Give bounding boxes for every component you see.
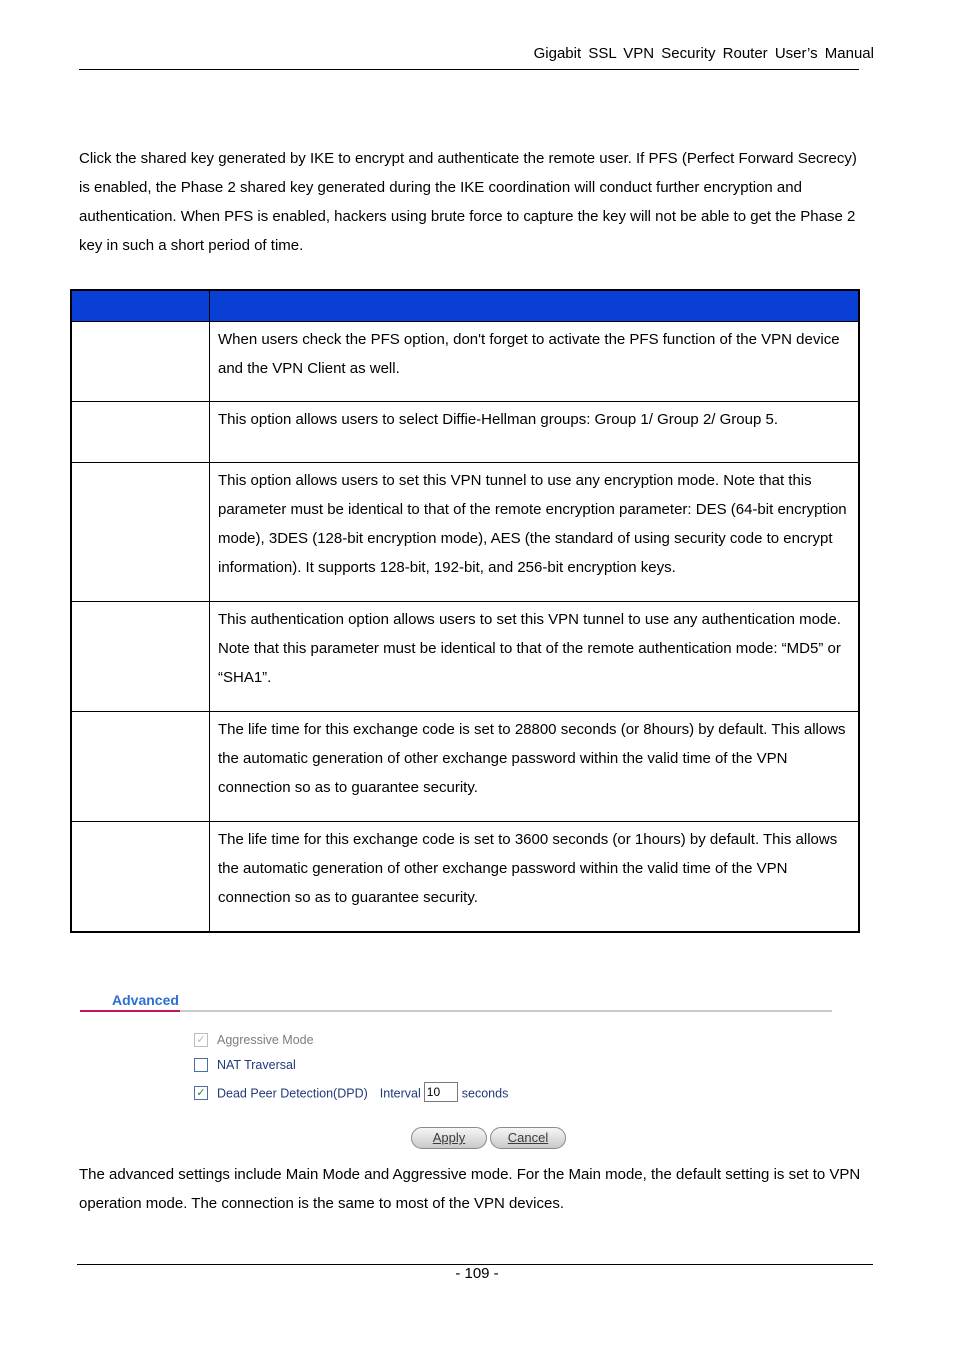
closing-paragraph: The advanced settings include Main Mode and Aggressive mode. For the Main mode, the default setting is set to VPN operation mode. The connection is the same to most of the VPN devices.	[79, 1166, 861, 1212]
table-cell-name	[71, 712, 210, 822]
table-cell-description: The life time for this exchange code is set to 3600 seconds (or 1hours) by default. This allows the automatic generation of other exchange password within the valid time of the VPN connection so as to guarantee security.	[210, 822, 860, 933]
page-number: - 109 -	[455, 1265, 499, 1282]
table-row	[71, 402, 859, 463]
intro-paragraph: Click the shared key generated by IKE to encrypt and authenticate the remote user. If PFS (Perfect Forward Secrecy) is enabled, the Phase 2 shared key generated during the IKE coordination will conduct further encryption and authentication. When PFS is enabled, hackers using brute force to capture the key will not be able to get the Phase 2 key in such a short period of time.	[79, 150, 857, 254]
apply-button[interactable]: Apply	[411, 1127, 487, 1149]
advanced-settings-panel	[80, 990, 832, 1150]
header-divider	[79, 69, 859, 70]
dpd-interval-label: Interval	[379, 1086, 421, 1101]
table-row	[71, 822, 859, 933]
table-cell-name	[71, 463, 210, 602]
dpd-checkbox[interactable]: ✓	[194, 1086, 208, 1100]
dpd-label: Dead Peer Detection(DPD)	[217, 1086, 368, 1101]
section-divider	[80, 1010, 832, 1012]
table-cell-description: This authentication option allows users to set this VPN tunnel to use any authentication mode. Note that this parameter must be identical to that of the remote authentication mode: “MD5” or “SHA1”.	[210, 602, 860, 712]
table-cell-name	[71, 602, 210, 712]
table-cell-description: This option allows users to set this VPN tunnel to use any encryption mode. Note that this parameter must be identical to that of the remote encryption parameter: DES (64-bit encryption mode), 3DES (128-bit encryption mode), AES (the standard of using security code to encrypt information). It supports 128-bit, 192-bit, and 256-bit encryption keys.	[210, 463, 860, 602]
table-header-cell	[71, 290, 210, 322]
settings-description-table	[70, 289, 860, 933]
table-cell-name	[71, 822, 210, 933]
nat-traversal-checkbox[interactable]	[194, 1058, 208, 1072]
aggressive-mode-option	[194, 1033, 314, 1051]
advanced-section-title: Advanced	[112, 992, 179, 1008]
dpd-interval-input[interactable]: 10	[424, 1082, 458, 1102]
nat-traversal-label: NAT Traversal	[217, 1058, 296, 1072]
table-cell-name	[71, 402, 210, 463]
aggressive-mode-label: Aggressive Mode	[217, 1033, 314, 1047]
table-cell-description: When users check the PFS option, don't forget to activate the PFS function of the VPN device and the VPN Client as well.	[210, 322, 860, 402]
table-header-cell	[210, 290, 860, 322]
table-cell-description: The life time for this exchange code is set to 28800 seconds (or 8hours) by default. This allows the automatic generation of other exchange password within the valid time of the VPN connection so as to guarantee security.	[210, 712, 860, 822]
table-row	[71, 602, 859, 712]
document-header-title: Gigabit SSL VPN Security Router User’s Manual	[533, 45, 874, 62]
table-row	[71, 712, 859, 822]
nat-traversal-option	[194, 1058, 296, 1076]
table-row	[71, 463, 859, 602]
dpd-interval-unit: seconds	[461, 1086, 509, 1101]
dpd-option	[194, 1084, 508, 1102]
section-divider-accent	[80, 1010, 180, 1012]
table-cell-name	[71, 322, 210, 402]
table-cell-description: This option allows users to select Diffie-Hellman groups: Group 1/ Group 2/ Group 5.	[210, 402, 860, 463]
aggressive-mode-checkbox[interactable]: ✓	[194, 1033, 208, 1047]
table-row	[71, 322, 859, 402]
table-header-row	[71, 290, 859, 322]
cancel-button[interactable]: Cancel	[490, 1127, 566, 1149]
